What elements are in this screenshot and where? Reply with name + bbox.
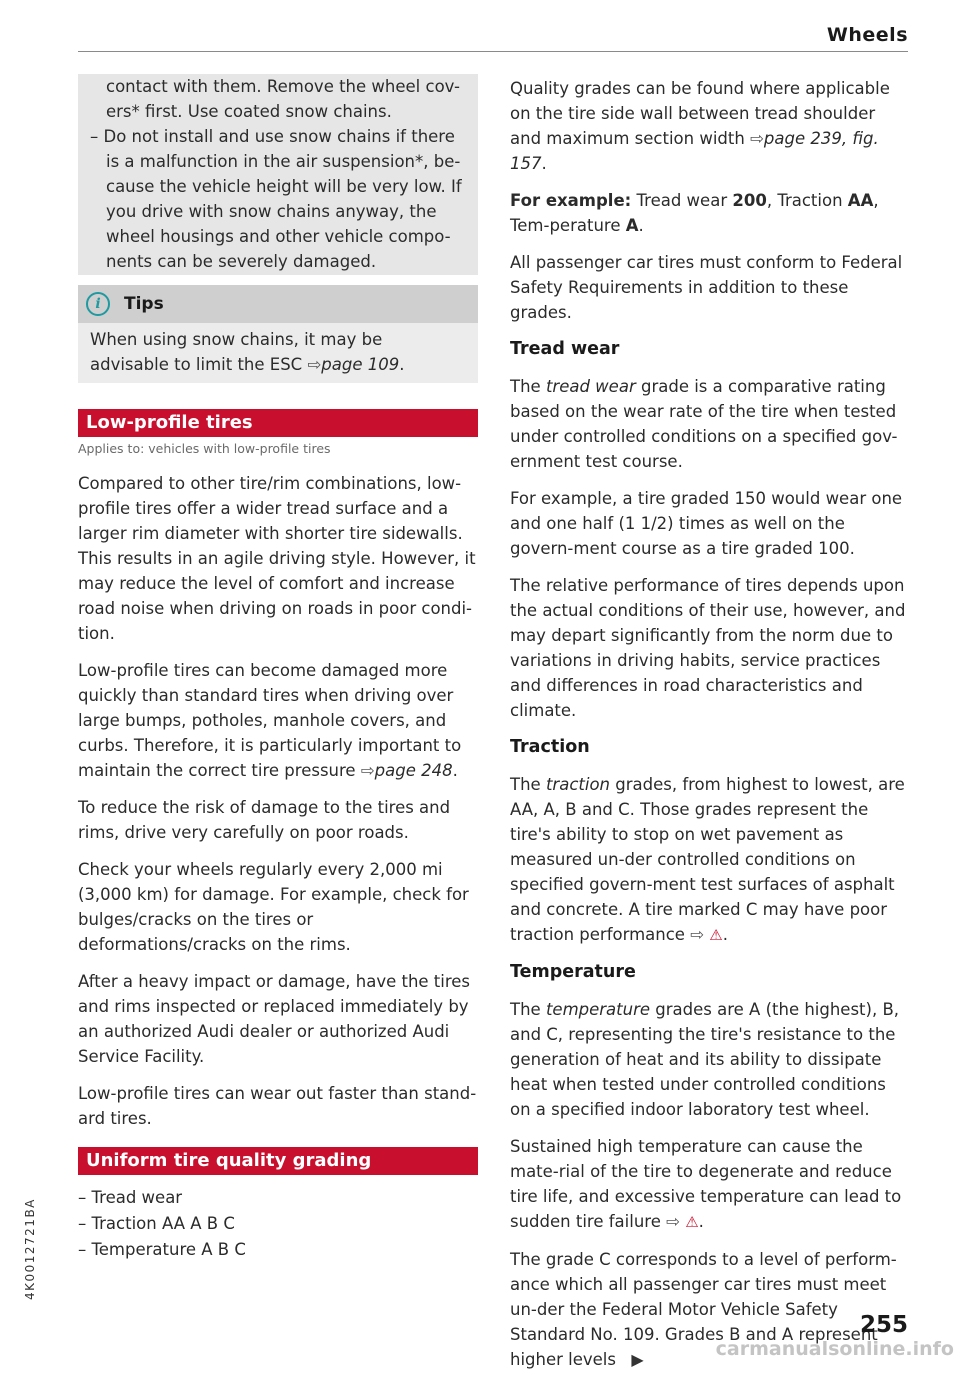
paragraph: Sustained high temperature can cause the mate-rial of the tire to degenerate and reduce tire life, and excessive temperature can lead to sudden tire failure ⇨ ⚠. — [510, 1137, 902, 1231]
subheading-temperature: Temperature — [510, 962, 636, 982]
list-item: – Traction AA A B C — [78, 1214, 235, 1233]
arrow-right-icon: ⇨ — [750, 129, 764, 148]
arrow-right-icon: ⇨ — [307, 355, 322, 374]
warning-list-item: – Do not install and use snow chains if there is a malfunction in the air suspension*, be-cause the vehicle height will be very low. If you drive with snow chains anyway, the wheel housings and other vehicle compo-nents can be severely damaged. — [90, 127, 462, 271]
tips-page-link[interactable]: page 109 — [321, 355, 400, 374]
list-item: – Tread wear — [78, 1188, 183, 1207]
page-link[interactable]: page 248 — [374, 761, 453, 780]
arrow-right-icon: ⇨ — [690, 925, 705, 944]
document-code: 4K0012721BA — [23, 1198, 37, 1300]
tips-text: When using snow chains, it may be advisable to limit the ESC — [90, 330, 383, 374]
warning-box-continued — [78, 74, 478, 275]
applies-to-note: Applies to: vehicles with low-profile tires — [78, 441, 331, 456]
paragraph: Compared to other tire/rim combinations, low-profile tires offer a wider tread surface and a larger rim diameter with shorter tire sidewalls. This results in an agile driving style. However, it may reduce the level of comfort and increase road noise when driving on roads in poor condi-tion. — [78, 474, 476, 643]
paragraph: After a heavy impact or damage, have the tires and rims inspected or replaced immediately by an authorized Audi dealer or authorized Audi Service Facility. — [78, 972, 471, 1066]
arrow-right-icon: ⇨ — [666, 1212, 680, 1231]
page-number: 255 — [859, 1312, 908, 1338]
warning-triangle-icon[interactable]: ⚠ — [685, 1213, 699, 1231]
watermark: carmanualsonline.info — [715, 1338, 954, 1360]
section-heading-low-profile: Low-profile tires — [78, 409, 478, 437]
subheading-traction: Traction — [510, 737, 590, 757]
header-divider — [78, 51, 908, 52]
info-icon: i — [86, 292, 110, 316]
page-link[interactable]: page 239, fig. 157 — [510, 129, 879, 173]
paragraph: Quality grades can be found where applicable on the tire side wall between tread shoulder and maximum section width ⇨page 239, fig. 157. — [510, 79, 890, 173]
paragraph: The grade C corresponds to a level of perform-ance which all passenger car tires must meet un-der the Federal Motor Vehicle Safety Standard No. 109. Grades B and A represent higher levels ▶ — [510, 1250, 897, 1369]
tips-body: When using snow chains, it may be advisable to limit the ESC ⇨page 109. — [78, 323, 478, 383]
continue-arrow-icon: ▶ — [621, 1350, 644, 1369]
paragraph: All passenger car tires must conform to Federal Safety Requirements in addition to these grades. — [510, 253, 903, 322]
arrow-right-icon: ⇨ — [360, 761, 375, 780]
paragraph: The relative performance of tires depends upon the actual conditions of their use, however, and may depart significantly from the norm due to variations in driving habits, service practices and differences in road characteristics and climate. — [510, 576, 906, 720]
warning-triangle-icon[interactable]: ⚠ — [709, 926, 723, 944]
running-header-title: Wheels — [826, 24, 908, 46]
tips-header — [78, 285, 478, 323]
paragraph: Low-profile tires can wear out faster than stand-ard tires. — [78, 1084, 477, 1128]
example-paragraph: For example: Tread wear 200, Traction AA, Tem-perature A. — [510, 191, 879, 235]
paragraph: The traction grades, from highest to lowest, are AA, A, B and C. Those grades represent the tire's ability to stop on wet pavement as measured un-der controlled conditions on specified govern-ment test surfaces of asphalt and concrete. A tire marked C may have poor traction performance ⇨ ⚠. — [510, 775, 905, 944]
list-item: – Temperature A B C — [78, 1240, 246, 1259]
tips-label: Tips — [124, 293, 164, 314]
example-label: For example: — [510, 191, 632, 210]
right-column — [510, 76, 906, 1384]
warning-continuation: contact with them. Remove the wheel cov-ers* first. Use coated snow chains. — [106, 77, 460, 121]
paragraph: To reduce the risk of damage to the tires and rims, drive very carefully on poor roads. — [78, 798, 451, 842]
paragraph: The tread wear grade is a comparative rating based on the wear rate of the tire when tested under controlled conditions on a specified gov-ernment test course. — [510, 377, 898, 471]
left-column — [78, 74, 478, 1263]
grading-list — [78, 1185, 478, 1263]
paragraph: For example, a tire graded 150 would wear one and one half (1 1/2) times as well on the govern-ment course as a tire graded 100. — [510, 489, 903, 558]
paragraph: The temperature grades are A (the highest), B, and C, representing the tire's resistance to the generation of heat and its ability to dissipate heat when tested under controlled conditions on a specified indoor laboratory test wheel. — [510, 1000, 900, 1119]
paragraph: Check your wheels regularly every 2,000 mi (3,000 km) for damage. For example, check for bulges/cracks on the tires or deformations/cracks on the rims. — [78, 860, 469, 954]
paragraph: Low-profile tires can become damaged more quickly than standard tires when driving over large bumps, potholes, manhole covers, and curbs. Therefore, it is particularly important to maintain the correct tire pressure ⇨page 248. — [78, 661, 462, 780]
subheading-tread-wear: Tread wear — [510, 339, 620, 359]
section-heading-quality-grading: Uniform tire quality grading — [78, 1147, 478, 1175]
